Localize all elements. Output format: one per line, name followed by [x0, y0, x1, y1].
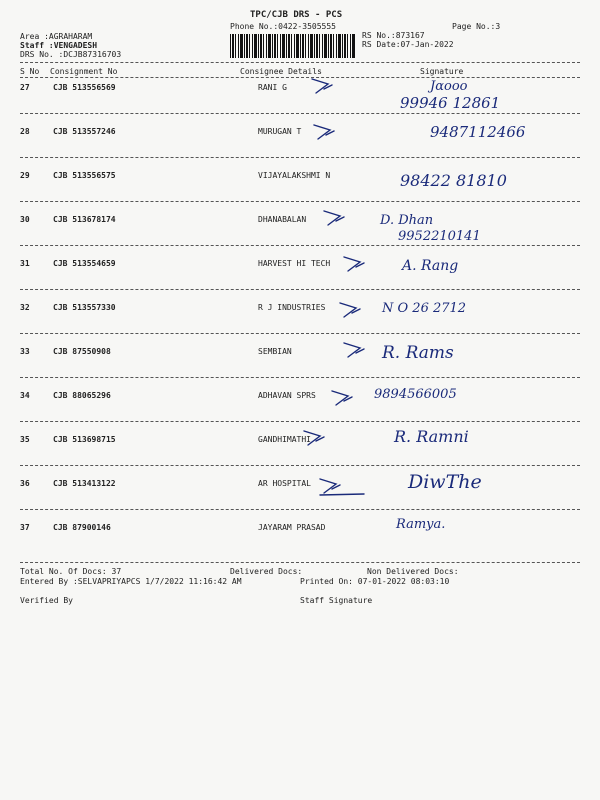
- row-sno: 29: [20, 171, 30, 180]
- delivered-docs: Delivered Docs:: [230, 567, 303, 576]
- row-divider: [20, 465, 580, 466]
- row-consignment: CJB 513556575: [53, 171, 116, 180]
- col-header-sno: S No: [20, 67, 40, 76]
- row-consignee: RANI G: [258, 83, 287, 92]
- handwritten-signature: D. Dhan: [380, 213, 434, 228]
- row-sno: 37: [20, 523, 30, 532]
- handwritten-note: Jɑooo: [430, 79, 468, 94]
- row-consignee: GANDHIMATHI: [258, 435, 311, 444]
- drs-number: DRS No. :DCJB87316703: [20, 50, 122, 59]
- row-divider: [20, 201, 580, 202]
- row-sno: 35: [20, 435, 30, 444]
- divider: [20, 62, 580, 63]
- row-divider: [20, 245, 580, 246]
- row-consignment: CJB 513413122: [53, 479, 116, 488]
- row-consignment: CJB 513554659: [53, 259, 116, 268]
- area-label: Area :AGRAHARAM: [20, 32, 93, 41]
- row-divider: [20, 333, 580, 334]
- row-consignment: CJB 88065296: [53, 391, 111, 400]
- row-divider: [20, 509, 580, 510]
- row-sno: 30: [20, 215, 30, 224]
- barcode: [230, 34, 355, 58]
- row-consignment: CJB 513557246: [53, 127, 116, 136]
- staff-signature: Staff Signature: [300, 596, 373, 605]
- handwritten-signature: R. Ramni: [394, 427, 469, 446]
- row-consignee: DHANABALAN: [258, 215, 307, 224]
- total-docs: Total No. Of Docs: 37: [20, 567, 122, 576]
- row-sno: 28: [20, 127, 30, 136]
- row-consignee: MURUGAN T: [258, 127, 302, 136]
- row-sno: 33: [20, 347, 30, 356]
- handwritten-signature: 98422 81810: [400, 171, 507, 190]
- divider: [20, 562, 580, 563]
- handwritten-note: 9952210141: [398, 229, 481, 244]
- row-divider: [20, 113, 580, 114]
- arrow-mark-icon: [342, 253, 370, 275]
- row-consignment: CJB 513678174: [53, 215, 116, 224]
- rs-date: RS Date:07-Jan-2022: [362, 40, 454, 49]
- document-title: TPC/CJB DRS - PCS: [250, 10, 343, 20]
- col-header-consignee: Consignee Details: [240, 67, 322, 76]
- handwritten-signature: 99946 12861: [400, 94, 501, 112]
- row-consignee: R J INDUSTRIES: [258, 303, 326, 312]
- row-consignee: VIJAYALAKSHMI N: [258, 171, 331, 180]
- handwritten-signature: 9487112466: [430, 123, 526, 141]
- col-header-consignment: Consignment No: [50, 67, 118, 76]
- verified-by: Verified By: [20, 596, 73, 605]
- row-consignment: CJB 87900146: [53, 523, 111, 532]
- divider: [20, 77, 580, 78]
- printed-on: Printed On: 07-01-2022 08:03:10: [300, 577, 450, 586]
- row-consignee: HARVEST HI TECH: [258, 259, 331, 268]
- arrow-mark-icon: [310, 75, 338, 97]
- arrow-mark-icon: [302, 427, 330, 449]
- handwritten-signature: R. Rams: [382, 343, 454, 363]
- row-consignee: ADHAVAN SPRS: [258, 391, 316, 400]
- page-number: Page No.:3: [452, 22, 501, 31]
- row-consignee: JAYARAM PRASAD: [258, 523, 326, 532]
- arrow-mark-icon: [330, 387, 358, 409]
- row-consignee: AR HOSPITAL: [258, 479, 311, 488]
- row-divider: [20, 157, 580, 158]
- row-divider: [20, 289, 580, 290]
- handwritten-signature: 9894566005: [374, 387, 457, 402]
- row-sno: 34: [20, 391, 30, 400]
- rs-number: RS No.:873167: [362, 31, 425, 40]
- entered-by: Entered By :SELVAPRIYAPCS 1/7/2022 11:16:42 AM: [20, 577, 242, 586]
- handwritten-signature: A. Rang: [402, 258, 459, 274]
- handwritten-signature: Ramya.: [396, 517, 446, 532]
- handwritten-signature: DiwThe: [408, 471, 482, 493]
- row-divider: [20, 377, 580, 378]
- staff-label: Staff :VENGADESH: [20, 41, 98, 50]
- row-sno: 32: [20, 303, 30, 312]
- row-consignment: CJB 87550908: [53, 347, 111, 356]
- arrow-mark-icon: [342, 339, 370, 361]
- row-sno: 31: [20, 259, 30, 268]
- row-divider: [20, 421, 580, 422]
- col-header-signature: Signature: [420, 67, 464, 76]
- row-sno: 27: [20, 83, 30, 92]
- arrow-mark-icon: [322, 207, 350, 229]
- row-consignment: CJB 513557330: [53, 303, 116, 312]
- row-consignee: SEMBIAN: [258, 347, 292, 356]
- dash-stroke-icon: [318, 491, 368, 499]
- handwritten-signature: N O 26 2712: [382, 301, 467, 316]
- arrow-mark-icon: [338, 299, 366, 321]
- arrow-mark-icon: [312, 121, 340, 143]
- phone-number: Phone No.:0422-3505555: [230, 22, 336, 31]
- row-consignment: CJB 513698715: [53, 435, 116, 444]
- row-sno: 36: [20, 479, 30, 488]
- row-consignment: CJB 513556569: [53, 83, 116, 92]
- non-delivered-docs: Non Delivered Docs:: [367, 567, 459, 576]
